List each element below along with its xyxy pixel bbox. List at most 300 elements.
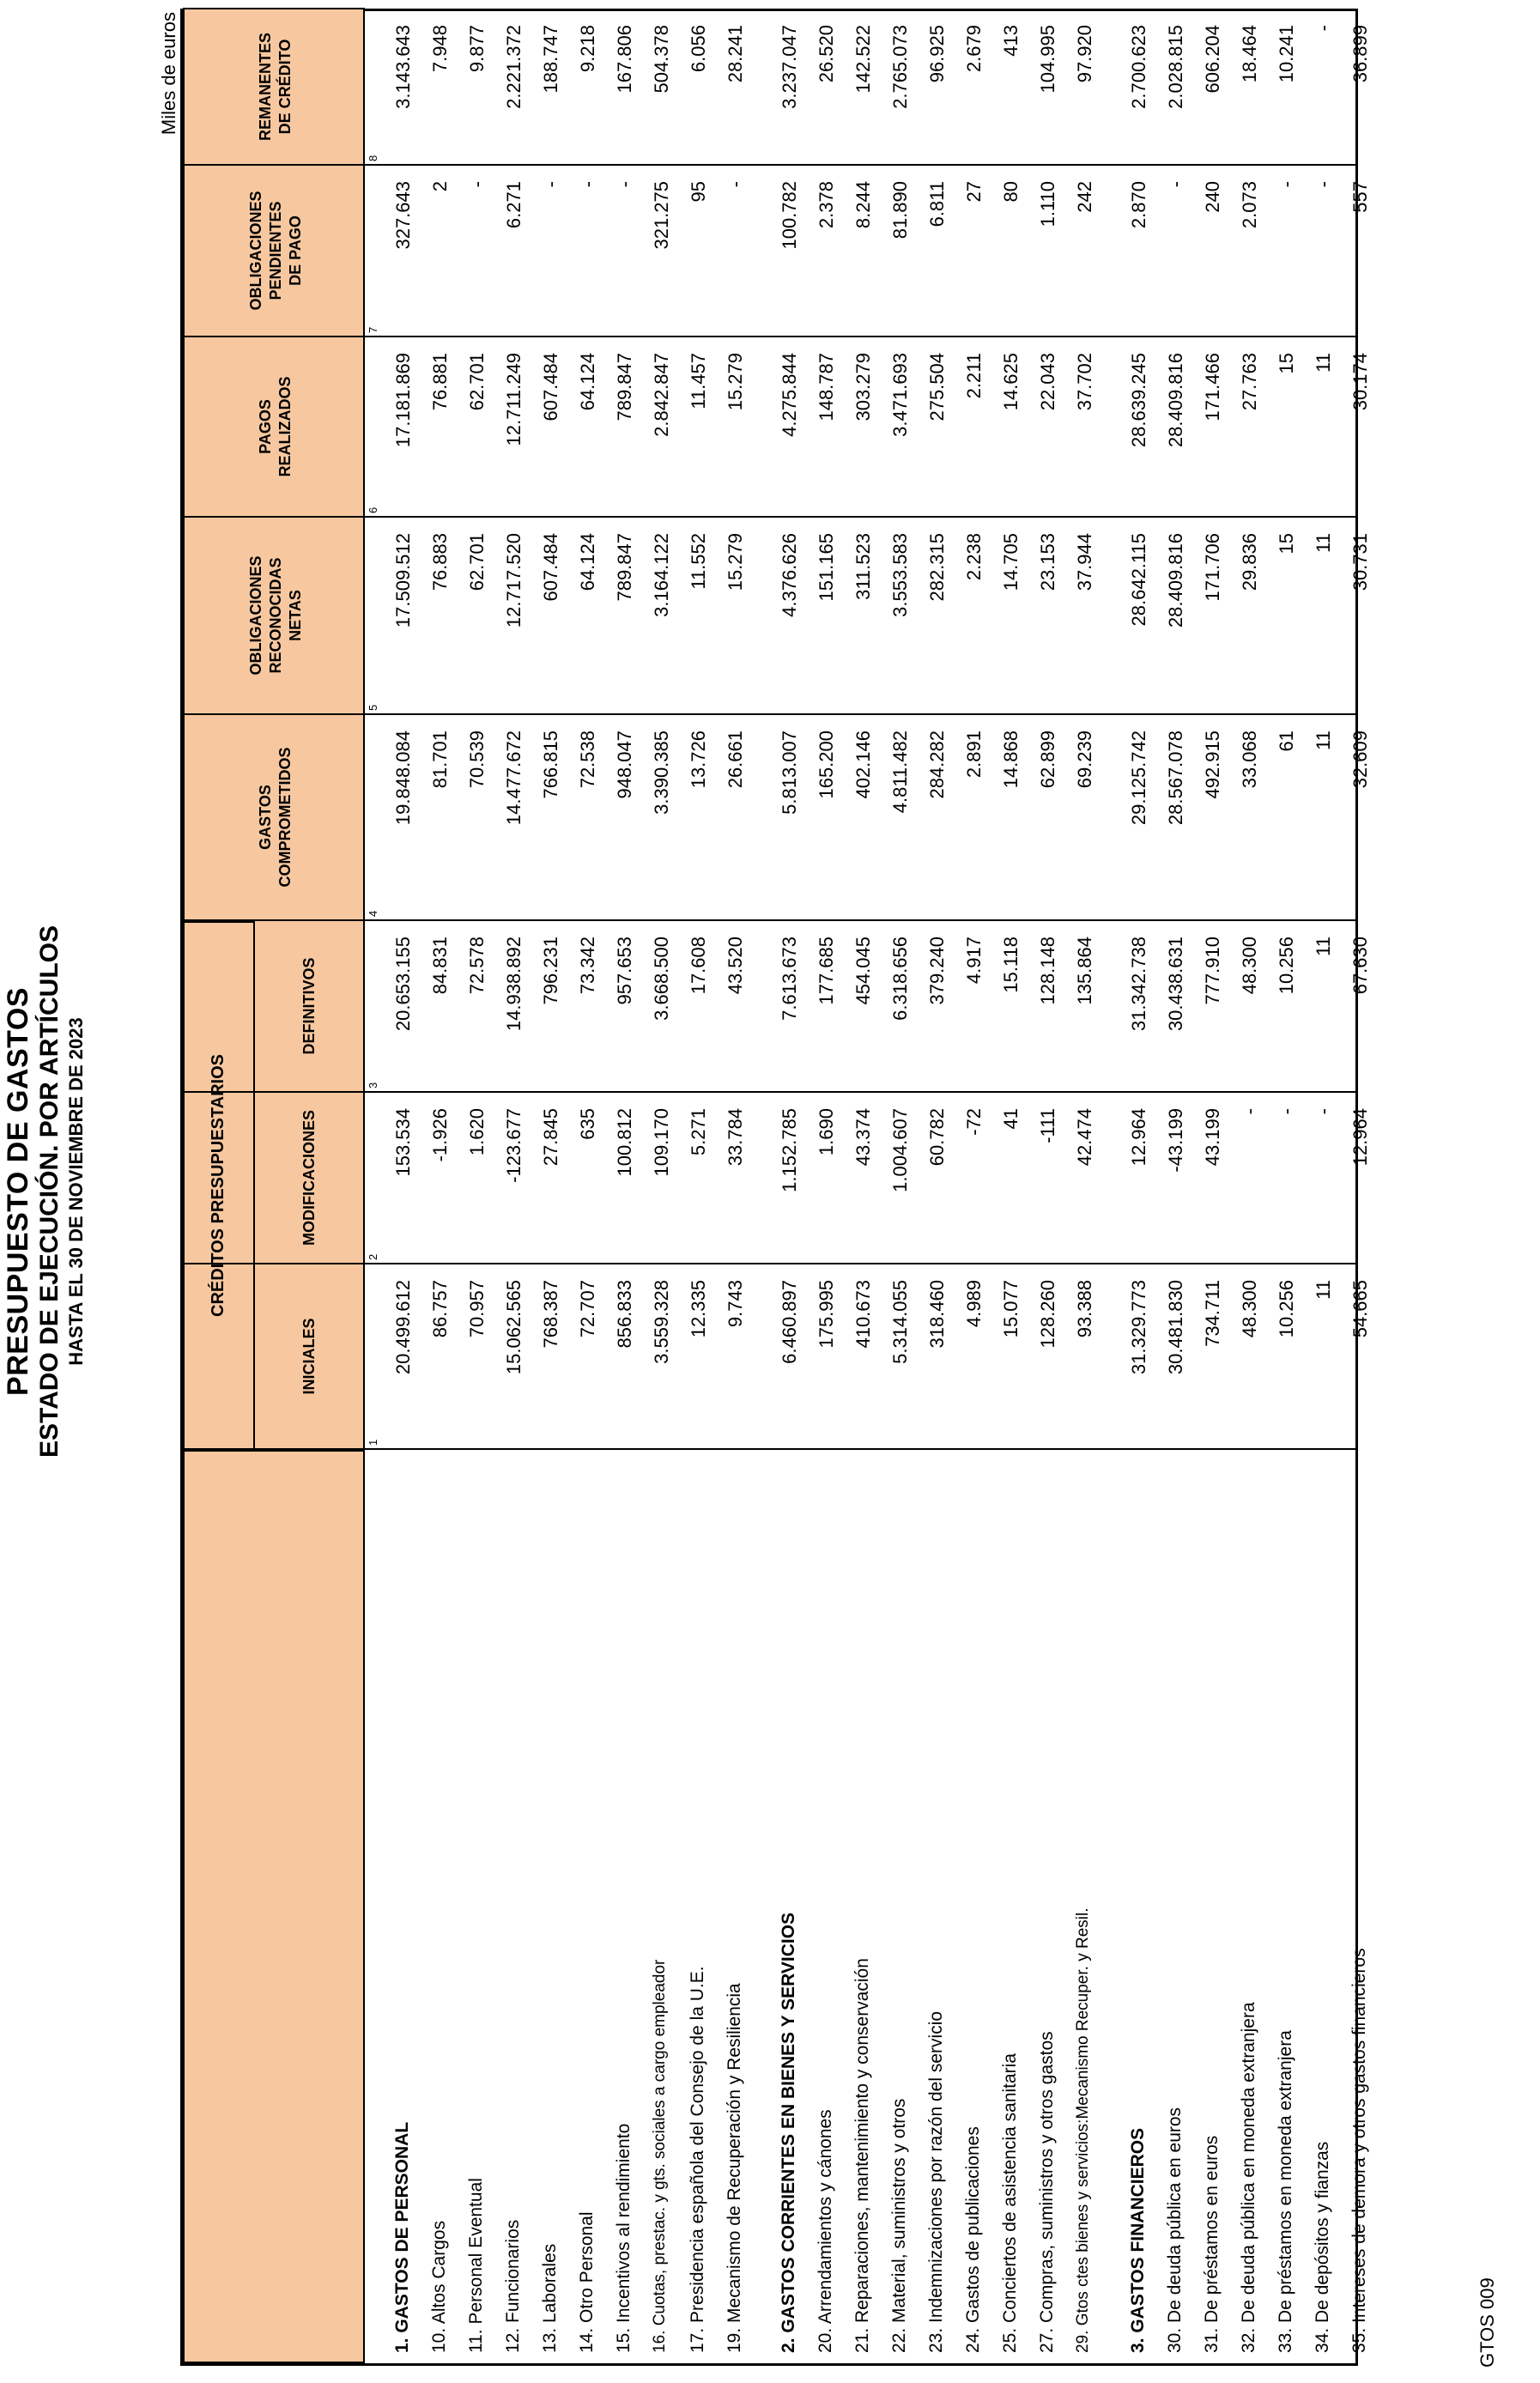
cell-value: 20.499.612 — [392, 1280, 414, 1375]
cell-value: 321.275 — [651, 181, 672, 250]
row-label: 11. Personal Eventual — [466, 2178, 486, 2353]
row-label: 19. Mecanismo de Recuperación y Resiliencia — [725, 1983, 744, 2353]
row-label: 27. Compras, suministros y otros gastos — [1037, 2031, 1057, 2353]
cell-value: 36.899 — [1349, 25, 1371, 83]
cell-value: 1.004.607 — [889, 1108, 911, 1192]
cell-value: 242 — [1074, 181, 1095, 213]
header-pendientes-l3: DE PAGO — [286, 215, 304, 286]
cell-value: - — [1313, 1108, 1334, 1115]
cell-value: 2.073 — [1239, 181, 1260, 229]
cell-value: - — [1276, 1108, 1297, 1115]
table-row — [775, 11, 803, 2363]
cell-value: 27.845 — [540, 1108, 561, 1167]
cell-value: 284.282 — [926, 731, 948, 799]
cell-value: 18.464 — [1239, 25, 1260, 83]
row-label: 10. Altos Cargos — [429, 2220, 449, 2353]
cell-value: 7.948 — [429, 25, 451, 73]
header-concept — [183, 1450, 365, 2363]
cell-value: 5.813.007 — [779, 731, 800, 815]
cell-value: -111 — [1037, 1108, 1058, 1143]
cell-value: 86.757 — [429, 1280, 451, 1338]
row-label: 23. Indemnizaciones por razón del servicio — [926, 2010, 946, 2353]
table-row — [1272, 11, 1300, 2363]
cell-value: 62.701 — [466, 353, 488, 411]
cell-value: 3.471.693 — [889, 353, 911, 437]
header-pendientes-l2: PENDIENTES — [266, 201, 284, 300]
table-row — [1125, 11, 1152, 2363]
cell-value: 5.271 — [688, 1108, 709, 1156]
cell-value: 72.578 — [466, 937, 488, 995]
cell-value: 15.118 — [1000, 937, 1022, 993]
cell-value: 2.891 — [963, 731, 985, 779]
cell-value: 635 — [577, 1108, 598, 1140]
cell-value: 856.833 — [614, 1280, 635, 1349]
header-modificaciones-label: MODIFICACIONES — [300, 1110, 318, 1246]
cell-value: 492.915 — [1202, 731, 1223, 799]
header-definitivos — [253, 919, 365, 1093]
cell-value: 60.782 — [926, 1108, 948, 1167]
cell-value: 153.534 — [392, 1108, 414, 1177]
cell-value: 23.153 — [1037, 533, 1058, 591]
cell-value: - — [1165, 181, 1186, 188]
cell-value: 12.964 — [1349, 1108, 1371, 1167]
row-label: 35. Intereses de demora y otros gastos financieros — [1349, 1948, 1369, 2353]
cell-value: 31.329.773 — [1128, 1280, 1149, 1375]
cell-value: 28.642.115 — [1128, 533, 1149, 627]
cell-value: 7.613.673 — [779, 937, 800, 1021]
table-row — [1161, 11, 1189, 2363]
table-row — [389, 11, 416, 2363]
header-obligaciones — [183, 516, 365, 715]
row-label: 25. Conciertos de asistencia sanitaria — [1000, 2053, 1020, 2353]
cell-value: 6.811 — [926, 181, 948, 227]
row-label: 20. Arrendamientos y cánones — [815, 2109, 835, 2353]
table-row — [1235, 11, 1263, 2363]
cell-value: 606.204 — [1202, 25, 1223, 94]
cell-value: - — [614, 181, 635, 188]
cell-value: 12.335 — [688, 1280, 709, 1338]
table-row — [923, 11, 950, 2363]
cell-value: 2.679 — [963, 25, 985, 73]
cell-value: 33.784 — [725, 1108, 746, 1167]
table-row — [573, 11, 601, 2363]
cell-value: 957.653 — [614, 937, 635, 1005]
row-label: 3. GASTOS FINANCIEROS — [1128, 2127, 1148, 2353]
cell-value: 97.920 — [1074, 25, 1095, 83]
table-row — [1034, 11, 1061, 2363]
cell-value: 15.279 — [725, 353, 746, 411]
cell-value: 6.318.656 — [889, 937, 911, 1021]
table-row — [886, 11, 913, 2363]
row-label: 22. Material, suministros y otros — [889, 2098, 909, 2353]
cell-value: 1.110 — [1037, 181, 1058, 227]
header-gastos-l2: COMPROMETIDOS — [276, 747, 294, 888]
cell-value: 6.460.897 — [779, 1280, 800, 1364]
cell-value: 768.387 — [540, 1280, 561, 1349]
cell-value: 30.731 — [1349, 533, 1371, 591]
cell-value: 3.390.385 — [651, 731, 672, 815]
cell-value: 2.870 — [1128, 181, 1149, 229]
cell-value: 379.240 — [926, 937, 948, 1005]
cell-value: 789.847 — [614, 533, 635, 602]
header-iniciales — [253, 1263, 365, 1450]
row-label: 24. Gastos de publicaciones — [963, 2126, 983, 2353]
table-row — [721, 11, 749, 2363]
column-number: 2 — [367, 1253, 379, 1260]
cell-value: 789.847 — [614, 353, 635, 421]
cell-value: 4.376.626 — [779, 533, 800, 617]
cell-value: 26.520 — [815, 25, 837, 83]
header-iniciales-label: INICIALES — [300, 1318, 318, 1395]
cell-value: 5.314.055 — [889, 1280, 911, 1364]
column-number: 4 — [367, 910, 379, 917]
cell-value: 54.665 — [1349, 1280, 1371, 1338]
row-label: 17. Presidencia española del Consejo de la U.E. — [688, 1966, 707, 2353]
cell-value: 72.707 — [577, 1280, 598, 1338]
column-number: 5 — [367, 704, 379, 711]
row-label: 12. Funcionarios — [503, 2219, 523, 2353]
header-remanentes — [183, 8, 365, 166]
cell-value: 777.910 — [1202, 937, 1223, 1005]
cell-value: 188.747 — [540, 25, 561, 94]
cell-value: 28.409.816 — [1165, 353, 1186, 448]
cell-value: 1.690 — [815, 1108, 837, 1156]
cell-value: 20.653.155 — [392, 937, 414, 1032]
cell-value: 1.152.785 — [779, 1108, 800, 1192]
cell-value: 948.047 — [614, 731, 635, 799]
cell-value: 100.812 — [614, 1108, 635, 1177]
cell-value: 29.125.742 — [1128, 731, 1149, 826]
cell-value: 12.964 — [1128, 1108, 1149, 1167]
cell-value: 80 — [1000, 181, 1022, 203]
cell-value: 93.388 — [1074, 1280, 1095, 1338]
table-row — [647, 11, 675, 2363]
cell-value: 15.062.565 — [503, 1280, 524, 1375]
header-pendientes — [183, 164, 365, 337]
cell-value: 15 — [1276, 533, 1297, 555]
cell-value: 4.275.844 — [779, 353, 800, 437]
cell-value: 64.124 — [577, 533, 598, 591]
cell-value: 27 — [963, 181, 985, 203]
cell-value: 3.559.328 — [651, 1280, 672, 1364]
cell-value: 2 — [429, 181, 451, 192]
cell-value: - — [1239, 1108, 1260, 1115]
cell-value: 76.883 — [429, 533, 451, 591]
cell-value: 76.881 — [429, 353, 451, 411]
header-creditos-title: CRÉDITOS PRESUPUESTARIOS — [209, 1054, 227, 1317]
cell-value: 4.917 — [963, 937, 985, 985]
table-row — [684, 11, 712, 2363]
row-label: 30. De deuda pública en euros — [1165, 2107, 1185, 2353]
row-label: 32. De deuda pública en moneda extranjera — [1239, 2002, 1258, 2353]
cell-value: 2.700.623 — [1128, 25, 1149, 109]
cell-value: 81.701 — [429, 731, 451, 789]
cell-value: 9.218 — [577, 25, 598, 73]
cell-value: -43.199 — [1165, 1108, 1186, 1173]
cell-value: 303.279 — [852, 353, 874, 421]
table-row — [997, 11, 1024, 2363]
budget-table — [180, 9, 1371, 2366]
row-label: 13. Laborales — [540, 2243, 560, 2353]
cell-value: 14.477.672 — [503, 731, 524, 826]
cell-value: 14.705 — [1000, 533, 1022, 591]
cell-value: -72 — [963, 1108, 985, 1136]
column-number: 6 — [367, 506, 379, 513]
cell-value: 3.237.047 — [779, 25, 800, 109]
row-label: 34. De depósitos y fianzas — [1313, 2141, 1332, 2353]
cell-value: 37.702 — [1074, 353, 1095, 411]
cell-value: 9.743 — [725, 1280, 746, 1328]
cell-value: 240 — [1202, 181, 1223, 213]
cell-value: 607.484 — [540, 533, 561, 602]
cell-value: 165.200 — [815, 731, 837, 799]
cell-value: 4.811.482 — [889, 731, 911, 814]
header-pagos-l2: REALIZADOS — [276, 376, 294, 477]
cell-value: 2.238 — [963, 533, 985, 581]
cell-value: -1.926 — [429, 1108, 451, 1162]
cell-value: 128.148 — [1037, 937, 1058, 1005]
cell-value: 11.457 — [688, 353, 709, 409]
row-label: 15. Incentivos al rendimiento — [614, 2123, 634, 2353]
header-remanentes-l2: DE CRÉDITO — [276, 39, 294, 135]
table-row — [426, 11, 453, 2363]
header-modificaciones — [253, 1091, 365, 1264]
cell-value: 84.831 — [429, 937, 451, 995]
cell-value: 27.763 — [1239, 353, 1260, 411]
cell-value: 2.221.372 — [503, 25, 524, 109]
column-number: 3 — [367, 1082, 379, 1088]
cell-value: 30.174 — [1349, 353, 1371, 411]
cell-value: 557 — [1349, 181, 1371, 213]
cell-value: 3.553.583 — [889, 533, 911, 617]
cell-value: 3.668.500 — [651, 937, 672, 1021]
cell-value: 43.374 — [852, 1108, 874, 1167]
cell-value: 167.806 — [614, 25, 635, 94]
cell-value: 11 — [1313, 1280, 1334, 1300]
cell-value: 28.409.816 — [1165, 533, 1186, 628]
cell-value: - — [1313, 181, 1334, 188]
cell-value: 11.552 — [688, 533, 709, 590]
table-row — [537, 11, 564, 2363]
cell-value: 100.782 — [779, 181, 800, 250]
header-pagos — [183, 336, 365, 518]
cell-value: 11 — [1313, 937, 1334, 956]
cell-value: 26.661 — [725, 731, 746, 789]
cell-value: 41 — [1000, 1108, 1022, 1130]
table-row — [500, 11, 527, 2363]
cell-value: 61 — [1276, 731, 1297, 752]
cell-value: 73.342 — [577, 937, 598, 995]
cell-value: 19.848.084 — [392, 731, 414, 826]
cell-value: 29.836 — [1239, 533, 1260, 591]
cell-value: - — [1313, 25, 1334, 32]
cell-value: 31.342.738 — [1128, 937, 1149, 1032]
cell-value: 282.315 — [926, 533, 948, 602]
row-label: 29. Gtos ctes bienes y servicios:Mecanismo Recuper. y Resil. — [1074, 1907, 1092, 2353]
row-label: 33. De préstamos en moneda extranjera — [1276, 2030, 1295, 2353]
cell-value: 796.231 — [540, 937, 561, 1005]
cell-value: 10.256 — [1276, 1280, 1297, 1338]
cell-value: 64.124 — [577, 353, 598, 411]
cell-value: 14.625 — [1000, 353, 1022, 411]
cell-value: 142.522 — [852, 25, 874, 94]
header-creditos — [183, 921, 255, 1450]
header-gastos-l1: GASTOS — [257, 785, 274, 850]
cell-value: 275.504 — [926, 353, 948, 421]
cell-value: 11 — [1313, 353, 1334, 373]
cell-value: 135.864 — [1074, 937, 1095, 1005]
cell-value: 607.484 — [540, 353, 561, 421]
table-row — [960, 11, 987, 2363]
cell-value: 175.995 — [815, 1280, 837, 1349]
cell-value: 69.239 — [1074, 731, 1095, 789]
cell-value: 13.726 — [688, 731, 709, 789]
cell-value: 504.378 — [651, 25, 672, 94]
cell-value: 2.765.073 — [889, 25, 911, 109]
cell-value: 30.438.631 — [1165, 937, 1186, 1032]
table-row — [610, 11, 638, 2363]
cell-value: 171.466 — [1202, 353, 1223, 421]
cell-value: 128.260 — [1037, 1280, 1058, 1349]
cell-value: 11 — [1313, 533, 1334, 553]
cell-value: 109.170 — [651, 1108, 672, 1177]
cell-value: 2.211 — [963, 353, 985, 399]
cell-value: 6.271 — [503, 181, 524, 229]
cell-value: 151.165 — [815, 533, 837, 602]
cell-value: 15.077 — [1000, 1280, 1022, 1338]
cell-value: 62.899 — [1037, 731, 1058, 789]
header-pagos-l1: PAGOS — [257, 399, 274, 454]
cell-value: 15 — [1276, 353, 1297, 374]
table-row — [463, 11, 490, 2363]
cell-value: 43.199 — [1202, 1108, 1223, 1167]
cell-value: 43.520 — [725, 937, 746, 995]
table-row — [1309, 11, 1337, 2363]
cell-value: 454.045 — [852, 937, 874, 1005]
table-row — [849, 11, 876, 2363]
cell-value: 17.509.512 — [392, 533, 414, 628]
row-label: 16. Cuotas, prestac. y gts. sociales a cargo empleador — [651, 1959, 669, 2353]
cell-value: 95 — [688, 181, 709, 203]
cell-value: 10.256 — [1276, 937, 1297, 995]
cell-value: - — [466, 181, 488, 188]
cell-value: 17.608 — [688, 937, 709, 995]
cell-value: 413 — [1000, 25, 1022, 57]
cell-value: 177.685 — [815, 937, 837, 1005]
cell-value: - — [577, 181, 598, 188]
table-row — [1346, 11, 1373, 2363]
header-definitivos-label: DEFINITIVOS — [300, 957, 318, 1055]
cell-value: 9.877 — [466, 25, 488, 73]
row-label: 31. De préstamos en euros — [1202, 2135, 1222, 2353]
report-title: PRESUPUESTO DE GASTOS — [2, 987, 34, 1396]
row-label: 1. GASTOS DE PERSONAL — [392, 2121, 412, 2353]
cell-value: - — [1276, 181, 1297, 188]
cell-value: - — [725, 181, 746, 188]
cell-value: 311.523 — [852, 533, 874, 600]
cell-value: 14.868 — [1000, 731, 1022, 789]
cell-value: 15.279 — [725, 533, 746, 591]
column-number: 7 — [367, 326, 379, 333]
cell-value: 327.643 — [392, 181, 414, 250]
cell-value: 22.043 — [1037, 353, 1058, 411]
cell-value: 70.539 — [466, 731, 488, 789]
row-label: 2. GASTOS CORRIENTES EN BIENES Y SERVICIOS — [779, 1912, 798, 2353]
cell-value: 318.460 — [926, 1280, 948, 1349]
table-row — [1198, 11, 1226, 2363]
cell-value: 72.538 — [577, 731, 598, 789]
footer-code: GTOS 009 — [1476, 2277, 1498, 2368]
cell-value: 42.474 — [1074, 1108, 1095, 1167]
cell-value: 2.028.815 — [1165, 25, 1186, 109]
cell-value: 3.143.643 — [392, 25, 414, 109]
cell-value: 62.701 — [466, 533, 488, 591]
cell-value: 12.717.520 — [503, 533, 524, 628]
cell-value: 70.957 — [466, 1280, 488, 1338]
cell-value: 11 — [1313, 731, 1334, 750]
row-label: 14. Otro Personal — [577, 2211, 597, 2353]
column-number: 1 — [367, 1439, 379, 1446]
column-number: 8 — [367, 155, 379, 161]
cell-value: 8.244 — [852, 181, 874, 229]
header-obligaciones-l3: NETAS — [286, 590, 304, 641]
report-date: HASTA EL 30 DE NOVIEMBRE DE 2023 — [65, 1017, 87, 1366]
header-obligaciones-l1: OBLIGACIONES — [246, 555, 264, 676]
cell-value: 48.300 — [1239, 937, 1260, 995]
cell-value: 17.181.869 — [392, 353, 414, 448]
cell-value: 402.146 — [852, 731, 874, 799]
header-obligaciones-l2: RECONOCIDAS — [266, 557, 284, 674]
cell-value: -123.677 — [503, 1108, 524, 1183]
cell-value: 734.711 — [1202, 1280, 1223, 1347]
cell-value: 81.890 — [889, 181, 911, 240]
cell-value: 6.056 — [688, 25, 709, 73]
cell-value: 2.378 — [815, 181, 837, 229]
cell-value: 32.609 — [1349, 731, 1371, 789]
cell-value: 1.620 — [466, 1108, 488, 1156]
cell-value: 67.630 — [1349, 937, 1371, 995]
cell-value: 148.787 — [815, 353, 837, 421]
cell-value: 2.842.847 — [651, 353, 672, 437]
cell-value: 28.567.078 — [1165, 731, 1186, 826]
report-subtitle: ESTADO DE EJECUCIÓN. POR ARTÍCULOS — [35, 925, 64, 1458]
cell-value: 766.815 — [540, 731, 561, 799]
cell-value: 3.164.122 — [651, 533, 672, 617]
table-row — [1070, 11, 1098, 2363]
cell-value: 10.241 — [1276, 25, 1297, 83]
row-label: 21. Reparaciones, mantenimiento y conservación — [852, 1958, 872, 2353]
header-pendientes-l1: OBLIGACIONES — [246, 191, 264, 311]
cell-value: 96.925 — [926, 25, 948, 83]
table-row — [812, 11, 840, 2363]
cell-value: 37.944 — [1074, 533, 1095, 591]
cell-value: 4.989 — [963, 1280, 985, 1328]
units-label: Miles de euros — [158, 12, 179, 136]
header-gastos — [183, 713, 365, 921]
cell-value: 12.711.249 — [503, 353, 524, 446]
cell-value: 33.068 — [1239, 731, 1260, 789]
cell-value: 171.706 — [1202, 533, 1223, 602]
cell-value: - — [540, 181, 561, 188]
header-remanentes-l1: REMANENTES — [257, 33, 274, 142]
cell-value: 410.673 — [852, 1280, 874, 1349]
cell-value: 104.995 — [1037, 25, 1058, 94]
cell-value: 28.241 — [725, 25, 746, 83]
cell-value: 14.938.892 — [503, 937, 524, 1032]
cell-value: 28.639.245 — [1128, 353, 1149, 448]
cell-value: 30.481.830 — [1165, 1280, 1186, 1375]
cell-value: 48.300 — [1239, 1280, 1260, 1338]
